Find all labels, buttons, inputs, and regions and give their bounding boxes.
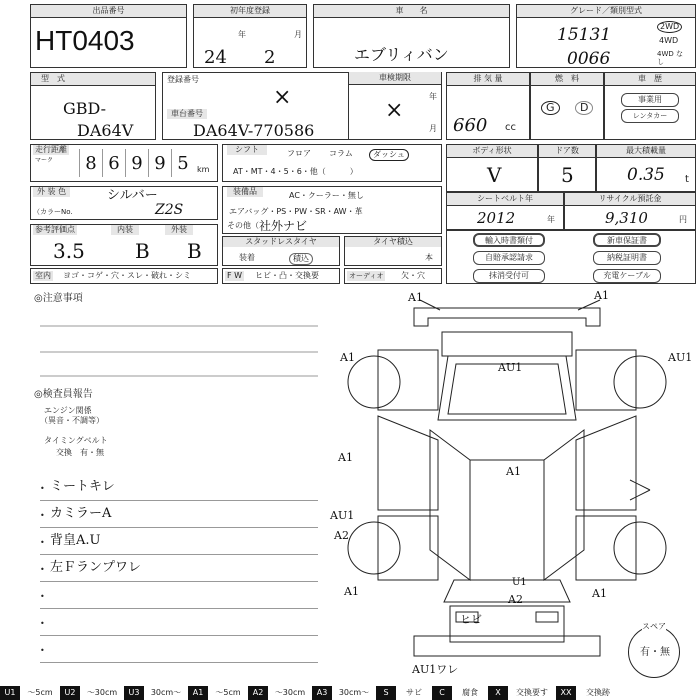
interior-value: B <box>135 239 150 263</box>
legend-val: 腐食 <box>462 688 478 697</box>
exterior-label: 外装 <box>165 225 193 235</box>
legend-val: ～30cm <box>274 688 306 697</box>
first-reg-year: 24 <box>204 47 227 68</box>
doc-cable: 充電ケーブル <box>593 269 661 283</box>
list-item <box>40 609 318 636</box>
legend-key: S <box>376 686 396 700</box>
lot-label: 出品番号 <box>31 5 186 18</box>
history-label: 車 歴 <box>605 73 695 86</box>
shift-column: コラム <box>329 149 353 158</box>
car-name-box <box>313 4 510 68</box>
list-item <box>40 528 318 555</box>
damage-mark: A1 <box>408 291 423 304</box>
damage-mark: A2 <box>334 529 349 542</box>
doors-value: 5 <box>561 163 574 187</box>
inspector-items <box>40 474 318 663</box>
exterior-value: B <box>187 239 202 263</box>
shift-box <box>222 144 442 182</box>
car-name: エブリィバン <box>354 45 449 64</box>
legend-val: ～30cm <box>86 688 118 697</box>
first-reg-label: 初年度登録 <box>194 5 306 18</box>
damage-mark: AU1 <box>498 361 523 374</box>
recycle-box <box>564 192 696 230</box>
mileage-digit: 9 <box>148 149 171 177</box>
shift-dash: ダッシュ <box>369 149 409 161</box>
color-code: Z2S <box>155 202 184 218</box>
bullet: • <box>40 565 45 574</box>
equip-box <box>222 186 442 234</box>
history-2: レンタカー <box>621 109 679 123</box>
year-unit: 年 <box>238 30 246 39</box>
displacement-box <box>446 72 530 140</box>
bullet: • <box>40 511 45 520</box>
note-item: ミートキレ <box>50 479 115 494</box>
month-unit: 月 <box>294 30 302 39</box>
studless-label: スタッドレスタイヤ <box>223 237 339 247</box>
note-item: 背皇A.U <box>50 533 101 548</box>
shift-label: シフト <box>227 145 267 155</box>
damage-mark: AU1 <box>668 351 693 364</box>
inspection-label: 車検期限 <box>349 72 441 85</box>
damage-mark: A1 <box>340 351 355 364</box>
audio-label: オーディオ <box>349 272 384 280</box>
bullet: • <box>40 646 45 655</box>
ref-value: 3.5 <box>53 239 85 263</box>
mileage-digit: 8 <box>79 149 102 177</box>
legend-key: A1 <box>188 686 208 700</box>
mileage-digit: 6 <box>102 149 125 177</box>
fw-opts: ヒビ・凸・交換要 <box>255 271 319 280</box>
legend-key: XX <box>556 686 576 700</box>
equip-label: 装備品 <box>227 187 263 197</box>
note-item: 左Ｆランプワレ <box>50 560 142 575</box>
bullet: • <box>40 538 45 547</box>
lot-number: HT0403 <box>35 25 135 56</box>
damage-mark: AU1 <box>330 509 355 522</box>
displacement-value: 660 <box>453 115 488 136</box>
damage-mark: U1 <box>512 577 527 588</box>
damage-mark: AU1ワレ <box>412 663 459 676</box>
color-code-label: （カラーNo. <box>33 208 73 216</box>
doc-tax: 納税証明書 <box>593 251 661 265</box>
insp-year-unit: 年 <box>429 92 437 101</box>
doc-jibai: 自賠承認請求 <box>473 251 545 265</box>
damage-mark: A2 <box>508 593 523 606</box>
inspection-value: × <box>385 98 404 123</box>
legend-val: サビ <box>406 688 422 697</box>
fuel-box <box>530 72 604 140</box>
bullet: • <box>40 619 45 628</box>
equip-row1: AC・クーラー・無し <box>289 191 364 200</box>
mileage-digit: 9 <box>125 149 148 177</box>
audio-opts: 欠・穴 <box>401 271 425 280</box>
interior-note-label: 室内 <box>35 271 51 280</box>
docs-box <box>446 230 696 284</box>
mileage-digit: 5 <box>171 149 194 177</box>
fuel-label: 燃 料 <box>531 73 603 86</box>
legend-val: 交換跡 <box>586 688 610 697</box>
tire-label: タイヤ積込 <box>345 237 441 247</box>
note-item: カミラーA <box>50 506 112 521</box>
timing-sub: 交換 有・無 <box>56 448 104 457</box>
color-label: 外 装 色 <box>33 187 70 197</box>
load-unit: t <box>685 174 689 185</box>
lot-box <box>30 4 187 68</box>
drive-4wd: 4WD <box>659 36 679 45</box>
mileage-box <box>30 144 218 182</box>
list-item <box>40 555 318 582</box>
fw-box <box>222 268 340 284</box>
insp-month-unit: 月 <box>429 124 437 133</box>
body-value: V <box>487 163 502 187</box>
list-item <box>40 474 318 501</box>
list-item <box>40 636 318 663</box>
tire-unit: 本 <box>425 253 433 262</box>
damage-mark: A1 <box>506 465 521 478</box>
grade-2: 0066 <box>567 49 611 69</box>
load-label: 最大積載量 <box>597 145 695 158</box>
legend-key: X <box>488 686 508 700</box>
damage-legend <box>0 686 700 700</box>
reg-value: × <box>273 85 292 110</box>
model-1: GBD- <box>63 99 107 118</box>
legend-val: 交換要す <box>516 688 548 697</box>
fw-label: F W <box>227 271 243 280</box>
damage-mark: ヒビ <box>460 613 482 626</box>
doors-label: ドア数 <box>539 145 595 158</box>
engine-sub: （異音・不調等） <box>40 416 104 425</box>
damage-mark: A1 <box>594 289 609 302</box>
legend-key: C <box>432 686 452 700</box>
chassis-value: DA64V-770586 <box>193 121 315 140</box>
doc-cancel: 抹消受付可 <box>473 269 545 283</box>
seatbelt-box <box>446 192 564 230</box>
car-name-label: 車 名 <box>314 5 509 18</box>
audio-box <box>344 268 442 284</box>
list-item <box>40 582 318 609</box>
cc-unit: cc <box>505 122 516 133</box>
engine-label: エンジン関係 <box>44 406 92 415</box>
grade-1: 15131 <box>557 25 612 45</box>
inspection-box <box>348 72 442 140</box>
chassis-label: 車台番号 <box>167 109 207 119</box>
legend-key: U2 <box>60 686 80 700</box>
body-label: ボディ形状 <box>447 145 537 158</box>
first-reg-box <box>193 4 307 68</box>
fuel-g: G <box>541 101 560 115</box>
spare-value: 有・無 <box>640 647 670 658</box>
other-label: その他（ <box>227 221 259 230</box>
shift-floor: フロア <box>287 149 311 158</box>
bullet: • <box>40 484 45 493</box>
legend-val: 30cm～ <box>150 688 182 697</box>
timing-label: タイミングベルト <box>44 436 108 445</box>
legend-key: U1 <box>0 686 20 700</box>
history-1: 事業用 <box>621 93 679 107</box>
color-box <box>30 186 218 220</box>
seatbelt-unit: 年 <box>547 215 555 224</box>
mileage-label: 走行距離 <box>35 145 67 154</box>
fuel-d: D <box>575 101 593 115</box>
tire-box <box>344 236 442 266</box>
legend-val: 30cm～ <box>338 688 370 697</box>
other-value: 社外ナビ <box>259 219 308 233</box>
caution-label: ◎注意事項 <box>34 293 83 304</box>
drive-none: 4WD なし <box>657 50 683 66</box>
interior-label: 内装 <box>111 225 139 235</box>
studless-box <box>222 236 340 266</box>
recycle-value: 9,310 <box>605 209 648 227</box>
history-box <box>604 72 696 140</box>
model-label: 型 式 <box>31 73 155 86</box>
interior-note: ヨゴ・コゲ・穴・スレ・破れ・シミ <box>63 271 191 280</box>
caution-lines <box>40 300 320 380</box>
doc-import: 輸入時書類付 <box>473 233 545 247</box>
damage-mark: A1 <box>592 587 607 600</box>
list-item <box>40 501 318 528</box>
interior-note-box <box>30 268 218 284</box>
studless-load: 積込 <box>289 253 313 265</box>
recycle-unit: 円 <box>679 215 687 224</box>
load-value: 0.35 <box>627 165 665 185</box>
recycle-label: リサイクル預託金 <box>565 193 695 206</box>
color-value: シルバー <box>107 188 158 203</box>
body-box <box>446 144 538 192</box>
bullet: • <box>40 592 45 601</box>
grade-label: グレード／類別型式 <box>517 5 695 18</box>
displacement-label: 排 気 量 <box>447 73 529 86</box>
model-2: DA64V <box>77 121 134 140</box>
legend-key: U3 <box>124 686 144 700</box>
legend-key: A2 <box>248 686 268 700</box>
reg-label: 登録番号 <box>167 75 199 84</box>
equip-row2: エアバッグ・PS・PW・SR・AW・革 <box>229 207 363 216</box>
mileage-digits <box>79 149 194 177</box>
grade-box <box>516 4 696 68</box>
inspector-label: ◎検査員報告 <box>34 389 93 400</box>
drive-2wd: 2WD <box>657 21 682 33</box>
km-unit: km <box>197 165 210 174</box>
ref-label: 参考評価点 <box>35 225 75 234</box>
shift-row2: AT・MT・4・5・6・他（ ） <box>233 167 358 176</box>
doc-warranty: 新車保証書 <box>593 233 661 247</box>
spare-label: スペア <box>642 622 666 631</box>
model-box <box>30 72 156 140</box>
studless-fit: 装着 <box>239 253 255 262</box>
damage-mark: A1 <box>344 585 359 598</box>
legend-key: A3 <box>312 686 332 700</box>
first-reg-month: 2 <box>264 47 276 68</box>
grade-eval-box <box>30 224 218 266</box>
mileage-mark: マーク <box>35 157 54 164</box>
legend-val: ～5cm <box>27 688 53 697</box>
load-box <box>596 144 696 192</box>
seatbelt-value: 2012 <box>477 209 516 227</box>
legend-val: ～5cm <box>215 688 241 697</box>
doors-box <box>538 144 596 192</box>
damage-mark: A1 <box>338 451 353 464</box>
seatbelt-label: シートベルト年 <box>447 193 563 206</box>
